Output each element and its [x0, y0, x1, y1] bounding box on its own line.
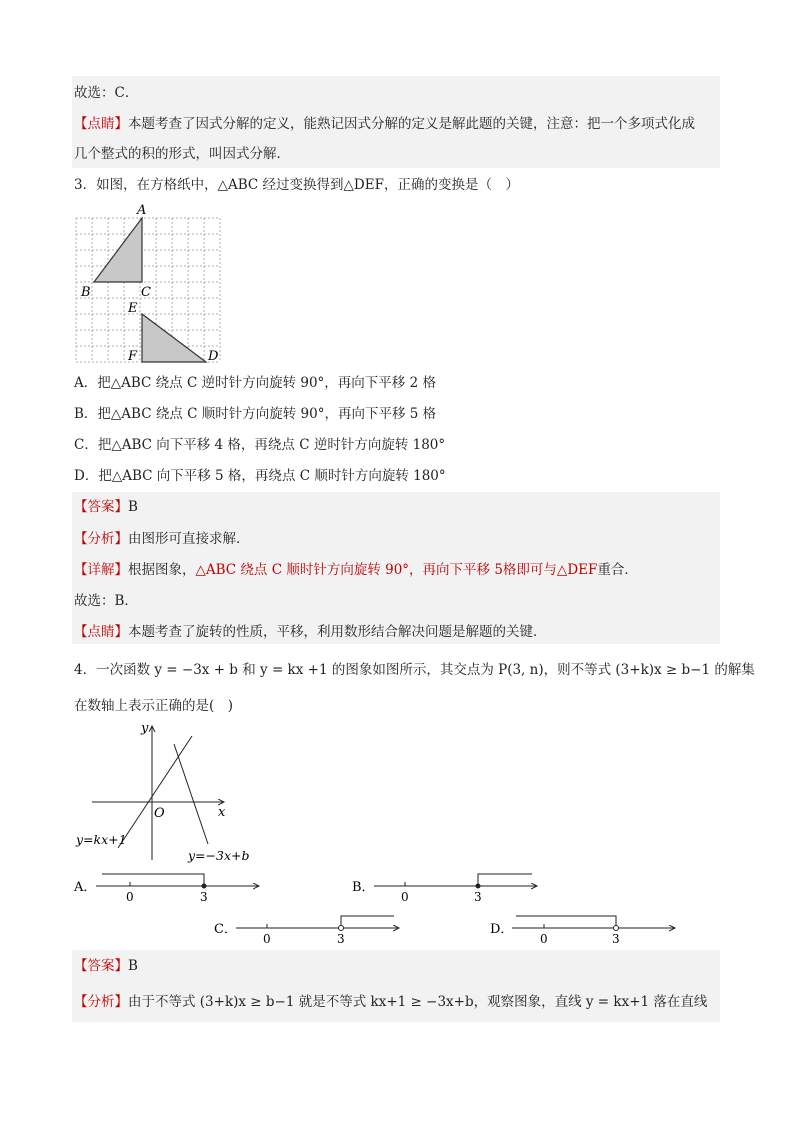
tick-zero: 0: [263, 932, 271, 946]
q4-answer-line: [74, 956, 138, 976]
point-text-2: 本题考查了旋转的性质，平移，利用数形结合解决问题是解题的关键．: [128, 624, 547, 640]
option-letter: D．: [490, 922, 514, 937]
tick-three: 3: [200, 890, 208, 904]
point-line-1: [74, 114, 695, 134]
line2-label: y=−3x+b: [188, 848, 250, 863]
q3-stem: 3．如图，在方格纸中，△ABC 经过变换得到△DEF，正确的变换是（ ）: [74, 177, 519, 193]
solid-point: [202, 884, 207, 889]
option-letter: C．: [214, 922, 237, 937]
detail-red: △ABC 绕点 C 顺时针方向旋转 90°，再向下平移 5格即可与△DEF: [195, 562, 598, 578]
q3-answer-line: [74, 497, 138, 517]
detail-pre: 根据图象，: [128, 562, 196, 578]
q3-choice-line: 故选：B．: [74, 593, 138, 609]
q4-stem-2: 在数轴上表示正确的是( ): [74, 698, 234, 714]
option-letter: A．: [74, 880, 97, 895]
detail-post: 重合．: [597, 562, 638, 578]
tick-three: 3: [612, 932, 620, 946]
q3-option-d: D．把△ABC 向下平移 5 格，再绕点 C 顺时针方向旋转 180°: [74, 468, 446, 484]
analysis-tag: 【分析】: [74, 531, 128, 547]
solid-point: [476, 884, 481, 889]
q3-option-b: B．把△ABC 绕点 C 顺时针方向旋转 90°，再向下平移 5 格: [74, 406, 437, 422]
label-d: D: [208, 349, 219, 364]
q4-function-graph: [74, 718, 274, 868]
line-kx-plus-1: [118, 736, 192, 848]
x-axis-label: x: [218, 805, 226, 820]
q4-option-d[interactable]: [490, 912, 690, 948]
label-f: F: [128, 349, 138, 364]
tick-three: 3: [337, 932, 345, 946]
q3-option-a: A．把△ABC 绕点 C 逆时针方向旋转 90°，再向下平移 2 格: [74, 375, 436, 391]
answer-tag: 【答案】: [74, 958, 128, 974]
point-tag: 【点睛】: [74, 116, 128, 132]
point-line-2: 几个整式的积的形式，叫因式分解．: [74, 146, 290, 162]
detail-tag: 【详解】: [74, 562, 128, 578]
q3-detail-line: [74, 560, 638, 580]
answer-tag: 【答案】: [74, 499, 128, 515]
line-minus-3x-plus-b: [174, 744, 208, 844]
q3-option-c: C．把△ABC 向下平移 4 格，再绕点 C 逆时针方向旋转 180°: [74, 437, 446, 453]
choice-line: 故选：C．: [74, 85, 139, 101]
tick-three: 3: [474, 890, 482, 904]
analysis-text: 由于不等式 (3+k)x ≥ b−1 就是不等式 kx+1 ≥ −3x+b，观察图象，直线 y = kx+1 落在直线: [128, 994, 708, 1010]
y-axis-label: y: [141, 721, 149, 736]
q3-analysis-line: [74, 529, 250, 549]
hollow-point: [614, 926, 619, 931]
solution-region: [516, 916, 616, 928]
analysis-tag: 【分析】: [74, 994, 128, 1010]
solution-region: [341, 916, 394, 928]
label-c: C: [141, 285, 151, 300]
point-tag-2: 【点睛】: [74, 624, 128, 640]
option-letter: B．: [352, 880, 375, 895]
answer-value: B: [128, 958, 138, 974]
tick-zero: 0: [401, 890, 409, 904]
label-e: E: [128, 301, 138, 316]
point-text: 本题考查了因式分解的定义，能熟记因式分解的定义是解此题的关键，注意：把一个多项式化成: [128, 116, 695, 132]
q4-option-c[interactable]: [214, 912, 414, 948]
q3-point-line: [74, 622, 547, 642]
tick-zero: 0: [540, 932, 548, 946]
q4-analysis-line: [74, 992, 707, 1012]
triangle-def: [142, 314, 206, 362]
answer-value: B: [128, 499, 138, 515]
label-a: A: [137, 203, 147, 218]
analysis-text: 由图形可直接求解．: [128, 531, 250, 547]
solution-region: [102, 874, 204, 886]
tick-zero: 0: [126, 890, 134, 904]
q4-option-a[interactable]: [74, 870, 274, 906]
line1-label: y=kx+1: [76, 832, 127, 847]
q4-stem-1: 4．一次函数 y = −3x + b 和 y = kx +1 的图象如图所示，其交点为 P(3, n)，则不等式 (3+k)x ≥ b−1 的解集: [74, 662, 755, 678]
label-b: B: [81, 285, 91, 300]
solution-region: [478, 874, 532, 886]
q4-option-b[interactable]: [352, 870, 552, 906]
hollow-point: [339, 926, 344, 931]
origin-label: O: [154, 806, 165, 821]
q3-grid-figure: [76, 198, 236, 368]
